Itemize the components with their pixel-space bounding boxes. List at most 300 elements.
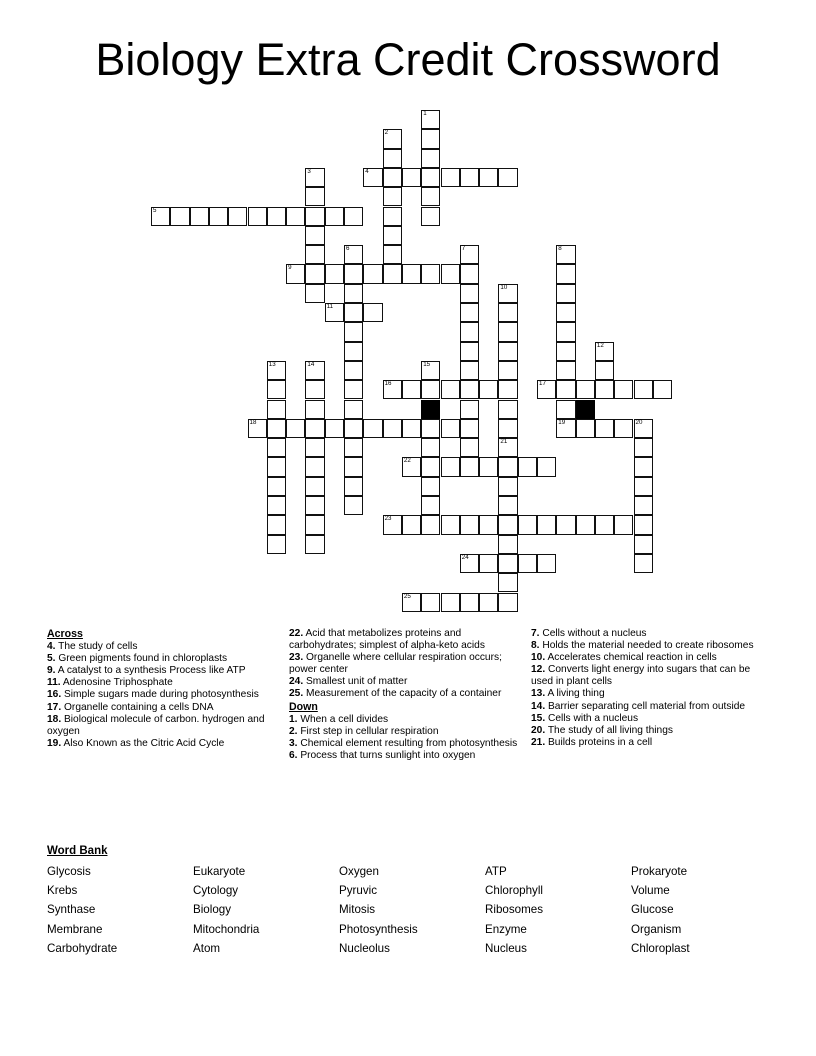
grid-cell[interactable] (498, 515, 517, 534)
grid-cell[interactable] (267, 515, 286, 534)
grid-cell[interactable] (479, 457, 498, 476)
grid-cell[interactable] (479, 593, 498, 612)
grid-cell[interactable] (421, 207, 440, 226)
clue-number-label: 8. (531, 640, 540, 652)
clue-number: 16 (384, 380, 392, 388)
grid-cell[interactable] (402, 593, 421, 612)
clue-number: 20 (635, 418, 643, 426)
clue-text: Cells with a nucleus (545, 712, 639, 724)
clue-number-label: 4. (47, 641, 56, 653)
grid-cell[interactable] (305, 438, 324, 457)
grid-cell[interactable] (441, 515, 460, 534)
grid-cell[interactable] (267, 207, 286, 226)
clue-down-2 (289, 726, 522, 738)
grid-cell[interactable] (267, 496, 286, 515)
clue-number: 12 (596, 341, 604, 349)
grid-cell[interactable] (460, 284, 479, 303)
clue-text: Green pigments found in chloroplasts (55, 653, 228, 665)
word-bank-word: Chloroplast (631, 941, 690, 955)
grid-cell[interactable] (383, 129, 402, 148)
grid-cell[interactable] (518, 457, 537, 476)
clues-column-3 (531, 628, 766, 749)
clue-number-label: 20. (531, 724, 546, 736)
grid-cell[interactable] (305, 207, 324, 226)
clue-number: 18 (249, 418, 257, 426)
grid-cell[interactable] (383, 264, 402, 283)
grid-cell[interactable] (460, 419, 479, 438)
grid-cell[interactable] (344, 419, 363, 438)
grid-cell[interactable] (498, 303, 517, 322)
clue-across-18 (47, 714, 279, 738)
grid-cell[interactable] (498, 342, 517, 361)
grid-cell[interactable] (556, 380, 575, 399)
word-bank-word: Volume (631, 884, 670, 898)
grid-cell[interactable] (498, 535, 517, 554)
grid-cell[interactable] (344, 264, 363, 283)
grid-cell[interactable] (460, 457, 479, 476)
grid-cell[interactable] (653, 380, 672, 399)
grid-cell[interactable] (614, 419, 633, 438)
grid-cell[interactable] (556, 342, 575, 361)
grid-cell[interactable] (537, 457, 556, 476)
word-bank-grid (47, 862, 777, 958)
grid-cell[interactable] (460, 361, 479, 380)
grid-cell[interactable] (344, 284, 363, 303)
clue-number-label: 19. (47, 737, 62, 749)
word-bank-column (339, 862, 485, 958)
grid-cell[interactable] (344, 342, 363, 361)
grid-cell[interactable] (325, 303, 344, 322)
grid-cell[interactable] (518, 554, 537, 573)
grid-cell[interactable] (325, 207, 344, 226)
grid-cell[interactable] (344, 477, 363, 496)
clue-number: 7 (461, 245, 466, 253)
clue-text: First step in cellular respiration (297, 725, 439, 737)
grid-cell[interactable] (267, 457, 286, 476)
word-bank-word: Chlorophyll (485, 884, 543, 898)
clue-text: Accelerates chemical reaction in cells (545, 652, 717, 664)
grid-cell[interactable] (344, 207, 363, 226)
grid-cell[interactable] (248, 419, 267, 438)
grid-cell[interactable] (421, 457, 440, 476)
grid-cell[interactable] (190, 207, 209, 226)
word-bank-word: Glucose (631, 903, 674, 917)
clue-across-19 (47, 738, 279, 750)
grid-cell[interactable] (498, 361, 517, 380)
grid-cell[interactable] (479, 554, 498, 573)
grid-cell[interactable] (383, 207, 402, 226)
grid-cell[interactable] (402, 457, 421, 476)
grid-cell[interactable] (305, 380, 324, 399)
grid-cell[interactable] (421, 419, 440, 438)
clue-number-label: 10. (531, 652, 546, 664)
clue-text: Process that turns sunlight into oxygen (297, 749, 476, 761)
grid-cell[interactable] (479, 380, 498, 399)
clue-number: 2 (384, 129, 389, 137)
clue-number: 22 (403, 457, 411, 465)
grid-cell[interactable] (344, 496, 363, 515)
clue-number-label: 21. (531, 736, 546, 748)
clues-column-1 (47, 628, 279, 750)
clue-number: 3 (307, 167, 311, 175)
grid-cell[interactable] (556, 400, 575, 419)
grid-cell[interactable] (498, 419, 517, 438)
grid-cell[interactable] (325, 264, 344, 283)
clue-down-14 (531, 701, 766, 713)
word-bank-word: Prokaryote (631, 865, 688, 878)
grid-cell[interactable] (460, 593, 479, 612)
grid-cell[interactable] (634, 515, 653, 534)
grid-cell[interactable] (460, 438, 479, 457)
grid-cell[interactable] (498, 400, 517, 419)
clue-text: Biological molecule of carbon. hydrogen and oxygen (47, 713, 265, 737)
grid-cell[interactable] (344, 245, 363, 264)
grid-cell[interactable] (421, 593, 440, 612)
word-bank-word: Enzyme (485, 922, 527, 936)
grid-cell[interactable] (634, 535, 653, 554)
grid-cell[interactable] (634, 477, 653, 496)
clue-down-13 (531, 688, 766, 700)
word-bank-word: Glycosis (47, 865, 91, 878)
grid-cell[interactable] (595, 419, 614, 438)
clue-across-17 (47, 702, 279, 714)
grid-cell[interactable] (595, 380, 614, 399)
clue-number: 24 (461, 553, 469, 561)
grid-cell[interactable] (421, 264, 440, 283)
grid-cell[interactable] (421, 110, 440, 129)
grid-cell[interactable] (325, 419, 344, 438)
grid-cell[interactable] (498, 168, 517, 187)
grid-cell[interactable] (498, 593, 517, 612)
grid-cell[interactable] (267, 400, 286, 419)
grid-cell[interactable] (421, 438, 440, 457)
clue-number-label: 3. (289, 737, 298, 749)
grid-cell[interactable] (634, 554, 653, 573)
grid-cell[interactable] (305, 264, 324, 283)
clue-number-label: 5. (47, 653, 56, 665)
grid-cell[interactable] (344, 303, 363, 322)
clue-text: Simple sugars made during photosynthesis (61, 689, 259, 701)
clue-text: The study of cells (55, 641, 138, 653)
grid-cell[interactable] (595, 342, 614, 361)
grid-cell[interactable] (383, 187, 402, 206)
grid-cell[interactable] (556, 264, 575, 283)
grid-cell[interactable] (402, 419, 421, 438)
clue-text: A living thing (545, 688, 605, 700)
clue-down-20 (531, 725, 766, 737)
grid-cell[interactable] (305, 361, 324, 380)
clue-text: Smallest unit of matter (303, 676, 408, 688)
grid-cell[interactable] (556, 245, 575, 264)
grid-cell[interactable] (595, 361, 614, 380)
grid-cell[interactable] (305, 284, 324, 303)
clue-number-label: 12. (531, 664, 546, 676)
clue-number-label: 18. (47, 713, 62, 725)
grid-cell[interactable] (441, 264, 460, 283)
grid-cell[interactable] (498, 554, 517, 573)
clue-number: 6 (346, 245, 350, 253)
clue-number: 14 (307, 360, 315, 368)
grid-cell[interactable] (556, 303, 575, 322)
grid-cell[interactable] (479, 515, 498, 534)
clue-text: Barrier separating cell material from outside (545, 700, 746, 712)
clue-number: 11 (326, 303, 334, 310)
grid-cell[interactable] (634, 496, 653, 515)
grid-cell[interactable] (267, 380, 286, 399)
grid-cell[interactable] (460, 264, 479, 283)
grid-cell[interactable] (305, 226, 324, 245)
grid-cell[interactable] (460, 515, 479, 534)
grid-cell[interactable] (460, 303, 479, 322)
grid-cell[interactable] (363, 303, 382, 322)
grid-cell[interactable] (383, 149, 402, 168)
clue-number-label: 9. (47, 665, 56, 677)
clue-across-9 (47, 665, 279, 677)
clue-across-4 (47, 641, 279, 653)
word-bank-word: Cytology (193, 884, 239, 898)
grid-cell[interactable] (576, 515, 595, 534)
grid-cell[interactable] (267, 477, 286, 496)
clue-text: A catalyst to a synthesis Process like ATP (55, 665, 246, 677)
grid-cell[interactable] (267, 438, 286, 457)
grid-cell[interactable] (344, 400, 363, 419)
clue-down-21 (531, 737, 766, 749)
clue-number: 21 (500, 438, 508, 446)
grid-cell[interactable] (537, 380, 556, 399)
clue-text: Acid that metabolizes proteins and carbohydrates; simplest of alpha-keto acids (289, 628, 485, 652)
grid-cell[interactable] (556, 419, 575, 438)
grid-cell[interactable] (344, 438, 363, 457)
clue-down-12 (531, 664, 766, 688)
word-bank (47, 845, 777, 958)
grid-cell[interactable] (286, 207, 305, 226)
grid-cell[interactable] (344, 457, 363, 476)
grid-cell[interactable] (614, 515, 633, 534)
grid-cell[interactable] (383, 226, 402, 245)
clue-number-label: 6. (289, 749, 298, 761)
grid-cell[interactable] (305, 168, 324, 187)
clues-column-2 (289, 628, 522, 762)
clue-number-label: 17. (47, 701, 62, 713)
grid-cell[interactable] (537, 515, 556, 534)
clue-text: Adenosine Triphosphate (60, 677, 173, 689)
grid-cell[interactable] (383, 245, 402, 264)
clue-text: Organelle where cellular respiration occurs; power center (289, 652, 502, 676)
grid-cell[interactable] (421, 129, 440, 148)
grid-cell[interactable] (383, 380, 402, 399)
clue-across-22 (289, 628, 522, 652)
grid-cell[interactable] (498, 573, 517, 592)
grid-cell[interactable] (305, 400, 324, 419)
grid-cell[interactable] (460, 400, 479, 419)
grid-cell[interactable] (421, 380, 440, 399)
clue-across-5 (47, 653, 279, 665)
grid-cell[interactable] (460, 168, 479, 187)
word-bank-word: Carbohydrate (47, 941, 118, 955)
grid-cell[interactable] (441, 593, 460, 612)
clue-number-label: 15. (531, 712, 546, 724)
clue-down-3 (289, 738, 522, 750)
grid-cell[interactable] (402, 380, 421, 399)
grid-cell[interactable] (576, 380, 595, 399)
grid-cell[interactable] (305, 496, 324, 515)
clue-text: Chemical element resulting from photosynthesis (297, 737, 518, 749)
grid-cell[interactable] (421, 187, 440, 206)
grid-cell[interactable] (421, 361, 440, 380)
clue-number-label: 24. (289, 676, 304, 688)
grid-cell[interactable] (267, 419, 286, 438)
clue-number-label: 2. (289, 725, 298, 737)
clue-number: 13 (268, 360, 276, 368)
grid-cell[interactable] (441, 168, 460, 187)
grid-cell[interactable] (634, 438, 653, 457)
word-bank-word: Synthase (47, 903, 96, 917)
grid-cell[interactable] (498, 284, 517, 303)
grid-cell[interactable] (556, 284, 575, 303)
clue-text: Measurement of the capacity of a container (303, 688, 502, 700)
clue-number: 17 (539, 380, 546, 388)
grid-cell[interactable] (634, 380, 653, 399)
grid-cell[interactable] (498, 438, 517, 457)
grid-cell[interactable] (498, 380, 517, 399)
grid-cell[interactable] (305, 515, 324, 534)
grid-cell[interactable] (421, 496, 440, 515)
grid-cell[interactable] (209, 207, 228, 226)
clue-number-label: 11. (47, 677, 61, 689)
grid-cell[interactable] (634, 419, 653, 438)
grid-cell[interactable] (363, 168, 382, 187)
grid-cell[interactable] (595, 515, 614, 534)
grid-cell[interactable] (421, 168, 440, 187)
grid-cell[interactable] (305, 245, 324, 264)
word-bank-column (631, 862, 777, 958)
word-bank-title: Word Bank (47, 845, 108, 857)
grid-cell[interactable] (248, 207, 267, 226)
clue-across-23 (289, 652, 522, 676)
word-bank-column (193, 862, 339, 958)
clue-across-11 (47, 677, 279, 689)
grid-cell[interactable] (441, 419, 460, 438)
grid-cell[interactable] (556, 515, 575, 534)
grid-cell (576, 400, 595, 419)
grid-cell[interactable] (228, 207, 247, 226)
grid-cell (421, 400, 440, 419)
grid-cell[interactable] (634, 457, 653, 476)
word-bank-word: Oxygen (339, 865, 379, 878)
clue-number-label: 23. (289, 652, 304, 664)
grid-cell[interactable] (498, 457, 517, 476)
grid-cell[interactable] (305, 535, 324, 554)
grid-cell[interactable] (402, 168, 421, 187)
clue-text: When a cell divides (297, 713, 389, 725)
grid-cell[interactable] (170, 207, 189, 226)
grid-cell[interactable] (286, 419, 305, 438)
grid-cell[interactable] (614, 380, 633, 399)
grid-cell[interactable] (460, 380, 479, 399)
clue-number: 9 (288, 264, 292, 272)
grid-cell[interactable] (402, 264, 421, 283)
grid-cell[interactable] (305, 477, 324, 496)
clue-number: 25 (403, 592, 411, 600)
clue-down-6 (289, 750, 522, 762)
clue-number: 8 (558, 245, 562, 253)
grid-cell[interactable] (267, 361, 286, 380)
page-title: Biology Extra Credit Crossword (95, 34, 721, 85)
clue-across-25 (289, 688, 522, 700)
word-bank-word: Photosynthesis (339, 922, 418, 936)
grid-cell[interactable] (383, 515, 402, 534)
grid-cell[interactable] (305, 187, 324, 206)
grid-cell[interactable] (537, 554, 556, 573)
grid-cell[interactable] (518, 515, 537, 534)
word-bank-word: Krebs (47, 884, 78, 898)
grid-cell[interactable] (460, 554, 479, 573)
clue-number-label: 25. (289, 688, 304, 700)
grid-cell[interactable] (344, 380, 363, 399)
grid-cell[interactable] (556, 322, 575, 341)
grid-cell[interactable] (363, 264, 382, 283)
grid-cell[interactable] (363, 419, 382, 438)
grid-cell[interactable] (460, 245, 479, 264)
grid-cell[interactable] (576, 419, 595, 438)
grid-cell[interactable] (344, 322, 363, 341)
clue-number-label: 1. (289, 713, 298, 725)
word-bank-word: Pyruvic (339, 884, 378, 898)
grid-cell[interactable] (498, 322, 517, 341)
grid-cell[interactable] (421, 515, 440, 534)
clue-number-label: 7. (531, 628, 540, 639)
grid-cell[interactable] (267, 535, 286, 554)
grid-cell[interactable] (383, 419, 402, 438)
clue-down-15 (531, 713, 766, 725)
clue-text: The study of all living things (545, 724, 673, 736)
grid-cell[interactable] (305, 457, 324, 476)
grid-cell[interactable] (498, 496, 517, 515)
grid-cell[interactable] (441, 380, 460, 399)
clue-text: Cells without a nucleus (539, 628, 647, 639)
word-bank-word: Nucleus (485, 941, 527, 955)
across-header: Across (47, 628, 83, 640)
clue-down-1 (289, 714, 522, 726)
clue-number-label: 13. (531, 688, 546, 700)
word-bank-word: Biology (193, 903, 232, 917)
clue-down-8 (531, 640, 766, 652)
grid-cell[interactable] (151, 207, 170, 226)
grid-cell[interactable] (402, 515, 421, 534)
grid-cell[interactable] (460, 322, 479, 341)
grid-cell[interactable] (498, 477, 517, 496)
word-bank-column (485, 862, 631, 958)
word-bank-word: Organism (631, 922, 682, 936)
grid-cell[interactable] (421, 149, 440, 168)
grid-cell[interactable] (344, 361, 363, 380)
clue-number: 19 (558, 418, 566, 426)
grid-cell[interactable] (305, 419, 324, 438)
grid-cell[interactable] (460, 342, 479, 361)
clue-text: Also Known as the Citric Acid Cycle (61, 737, 225, 749)
grid-cell[interactable] (421, 477, 440, 496)
grid-cell[interactable] (556, 361, 575, 380)
clue-number: 10 (500, 283, 508, 291)
clue-number: 5 (153, 206, 157, 214)
grid-cell[interactable] (441, 457, 460, 476)
grid-cell[interactable] (479, 168, 498, 187)
grid-cell[interactable] (286, 264, 305, 283)
word-bank-word: Mitosis (339, 903, 376, 917)
clue-number: 23 (384, 515, 392, 523)
word-bank-word: ATP (485, 865, 507, 878)
grid-cell[interactable] (383, 168, 402, 187)
